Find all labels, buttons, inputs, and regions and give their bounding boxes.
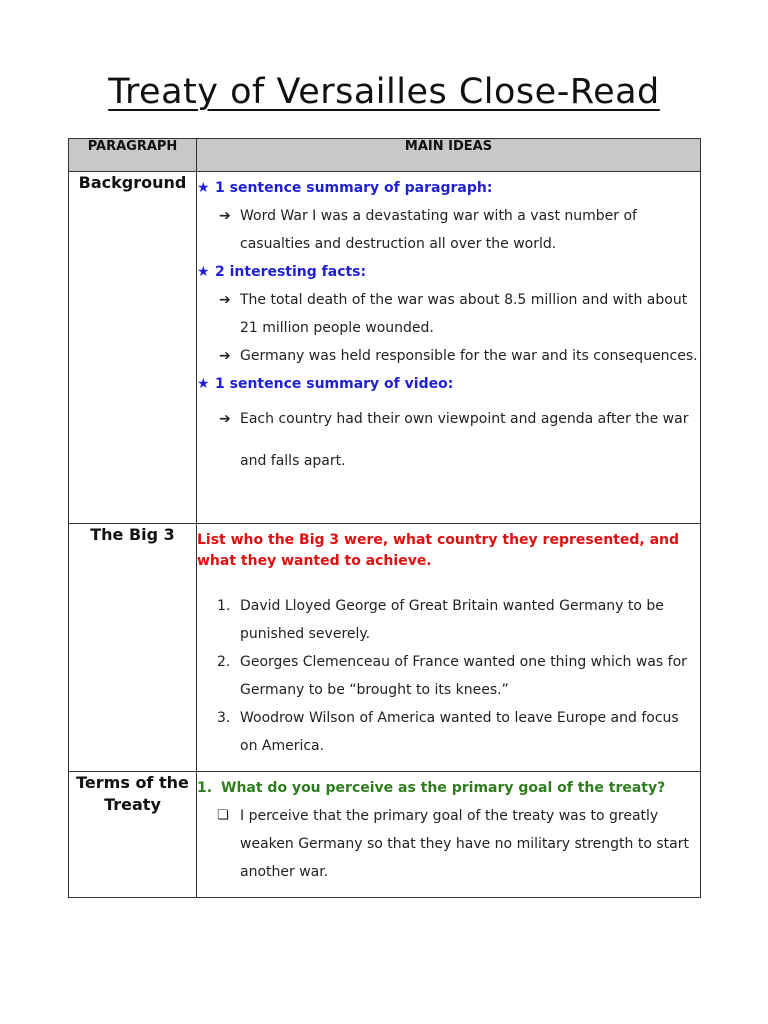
big-3-content (197, 524, 701, 772)
row-big-3 (69, 524, 701, 772)
prompt-video-summary: ★ 1 sentence summary of video: (197, 370, 700, 398)
list-item: ➔ Each country had their own viewpoint and agenda after the war and falls apart. (197, 398, 700, 482)
page-title: Treaty of Versailles Close-Read (108, 72, 660, 112)
label-background: Background (69, 172, 197, 524)
header-paragraph: PARAGRAPH (69, 139, 197, 172)
checkbox-bullet-icon: ❏ (217, 808, 229, 823)
arrow-icon: ➔ (219, 411, 231, 427)
close-read-table (68, 138, 701, 898)
prompt-interesting-facts: ★ 2 interesting facts: (197, 258, 700, 286)
star-icon: ★ (197, 180, 210, 196)
arrow-icon: ➔ (219, 348, 231, 364)
list-item: 1. David Lloyed George of Great Britain wanted Germany to be punished severely. (217, 598, 664, 642)
background-content (197, 172, 701, 524)
list-item: ➔ The total death of the war was about 8.5 million and with about 21 million people wounded. (197, 286, 700, 342)
star-icon: ★ (197, 264, 210, 280)
list-item: 2. Georges Clemenceau of France wanted one thing which was for Germany to be “brought to its knees.” (217, 654, 687, 698)
list-item: ➔ Germany was held responsible for the war and its consequences. (197, 342, 700, 370)
prompt-paragraph-summary: ★ 1 sentence summary of paragraph: (197, 174, 700, 202)
arrow-icon: ➔ (219, 208, 231, 224)
arrow-icon: ➔ (219, 292, 231, 308)
terms-question: 1. What do you perceive as the primary goal of the treaty? (197, 780, 666, 796)
label-big-3: The Big 3 (69, 524, 197, 772)
list-item: 3. Woodrow Wilson of America wanted to leave Europe and focus on America. (217, 710, 679, 754)
row-background (69, 172, 701, 524)
big-3-prompt: List who the Big 3 were, what country they represented, and what they wanted to achieve. (197, 532, 680, 569)
row-terms (69, 772, 701, 898)
header-row (69, 139, 701, 172)
star-icon: ★ (197, 376, 210, 392)
list-item: ❏ I perceive that the primary goal of the treaty was to greatly weaken Germany so that they have no military strength to start another war. (197, 802, 700, 886)
terms-content (197, 772, 701, 898)
label-terms: Terms of the Treaty (69, 772, 197, 898)
header-main-ideas: MAIN IDEAS (197, 139, 701, 172)
list-item: ➔ Word War I was a devastating war with a vast number of casualties and destruction all over the world. (197, 202, 700, 258)
